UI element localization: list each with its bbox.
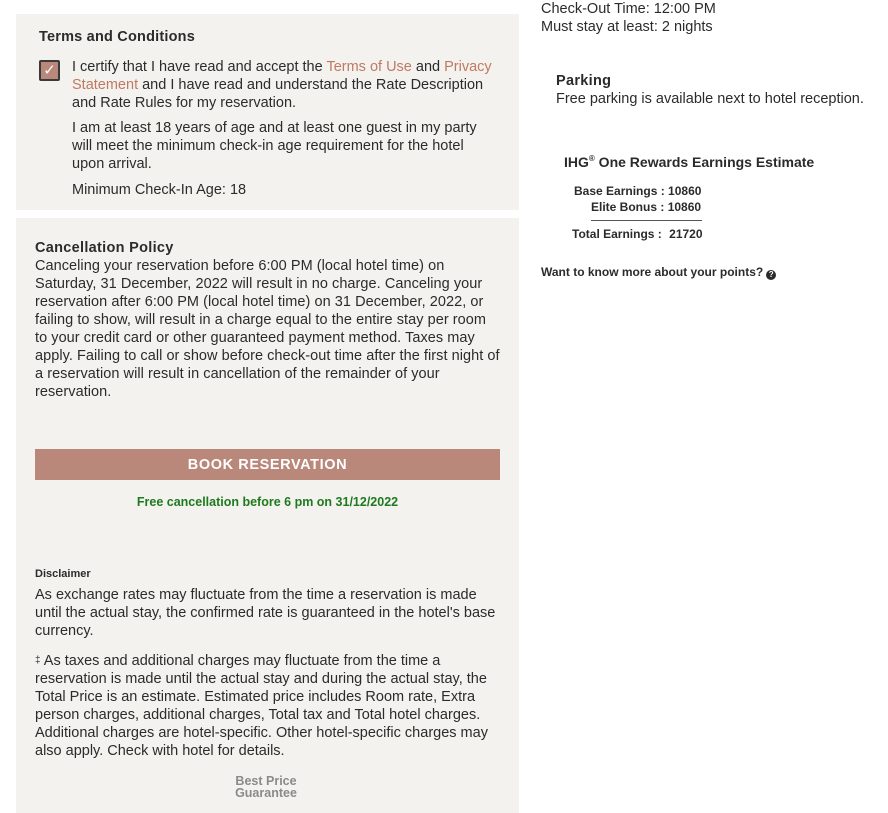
rewards-title bbox=[564, 154, 814, 170]
checkmark-icon: ✓ bbox=[43, 62, 56, 79]
best-price-line2: Guarantee bbox=[235, 786, 297, 800]
total-earnings-value: 21720 bbox=[669, 227, 703, 241]
cancellation-title: Cancellation Policy bbox=[35, 240, 174, 256]
elite-bonus-label: Elite Bonus : bbox=[591, 200, 665, 214]
best-price-guarantee-logo[interactable] bbox=[216, 775, 316, 799]
total-earnings-row bbox=[572, 227, 703, 241]
best-price-line1: Best Price bbox=[235, 774, 297, 788]
terms-text: and bbox=[411, 59, 445, 75]
minimum-age: Minimum Check-In Age: 18 bbox=[72, 182, 247, 198]
terms-text: and I have read and understand the Rate Description and Rate Rules for my reservation. bbox=[72, 77, 484, 111]
terms-statement bbox=[72, 58, 499, 112]
privacy-statement-link[interactable]: Privacy Statement bbox=[72, 59, 492, 93]
base-earnings-value: 10860 bbox=[668, 184, 702, 198]
parking-text: Free parking is available next to hotel reception. bbox=[556, 91, 864, 107]
terms-text: I certify that I have read and accept the bbox=[72, 59, 327, 75]
terms-agreement bbox=[39, 58, 499, 199]
free-cancellation-notice: Free cancellation before 6 pm on 31/12/2022 bbox=[136, 495, 399, 509]
stay-info bbox=[541, 0, 716, 36]
points-info-link[interactable] bbox=[541, 265, 776, 280]
registered-mark: ® bbox=[588, 154, 595, 163]
cancellation-text: Canceling your reservation before 6:00 PM (local hotel time) on Saturday, 31 December, 2022 will result in no charge. Canceling your reservation after 6:00 PM (local hotel time) on 31 December, 2022, or failing to show, will result in a charge equal to the entire stay per room to your credit card or other guaranteed payment method. Taxes may apply. Failing to call or show before check-out time after the first night of a reservation will result in cancellation of the remainder of your reservation. bbox=[35, 258, 500, 400]
double-dagger-mark: ‡ bbox=[35, 655, 41, 666]
terms-title: Terms and Conditions bbox=[39, 29, 195, 45]
disclaimer-title: Disclaimer bbox=[35, 568, 91, 580]
earnings-divider bbox=[591, 220, 702, 221]
terms-of-use-link[interactable]: Terms of Use bbox=[326, 59, 412, 75]
elite-bonus-value: 10860 bbox=[667, 200, 702, 214]
age-statement: I am at least 18 years of age and at least one guest in my party will meet the minimum check-in age requirement for the hotel upon arrival. bbox=[72, 120, 477, 172]
tax-disclaimer-text: As taxes and additional charges may fluctuate from the time a reservation is made until the actual stay and during the actual stay, the Total Price is an estimate. Estimated price includes Room rate, Extra person charges, additional charges, Total tax and Total hotel charges. Additional charges are hotel-specific. Other hotel-specific charges may also apply. Check with hotel for details. bbox=[35, 653, 488, 759]
total-earnings-label: Total Earnings : bbox=[572, 227, 662, 241]
terms-checkbox[interactable] bbox=[39, 60, 60, 81]
rewards-title-text: One Rewards Earnings Estimate bbox=[594, 154, 815, 170]
base-earnings-row bbox=[574, 184, 701, 198]
cancellation-panel bbox=[16, 218, 519, 813]
book-reservation-button[interactable]: BOOK RESERVATION bbox=[35, 449, 500, 480]
minimum-stay: Must stay at least: 2 nights bbox=[541, 19, 713, 35]
checkout-time: Check-Out Time: 12:00 PM bbox=[541, 1, 716, 17]
help-icon[interactable]: ? bbox=[766, 270, 776, 280]
rewards-brand: IHG bbox=[564, 154, 589, 170]
tax-disclaimer bbox=[35, 652, 503, 760]
points-info-text: Want to know more about your points? bbox=[541, 265, 764, 279]
base-earnings-label: Base Earnings : bbox=[574, 184, 665, 198]
parking-title: Parking bbox=[556, 73, 612, 89]
terms-panel bbox=[16, 14, 519, 210]
disclaimer-text: As exchange rates may fluctuate from the time a reservation is made until the actual stay, the confirmed rate is guaranteed in the hotel's base currency. bbox=[35, 587, 496, 639]
elite-bonus-row bbox=[591, 200, 701, 214]
